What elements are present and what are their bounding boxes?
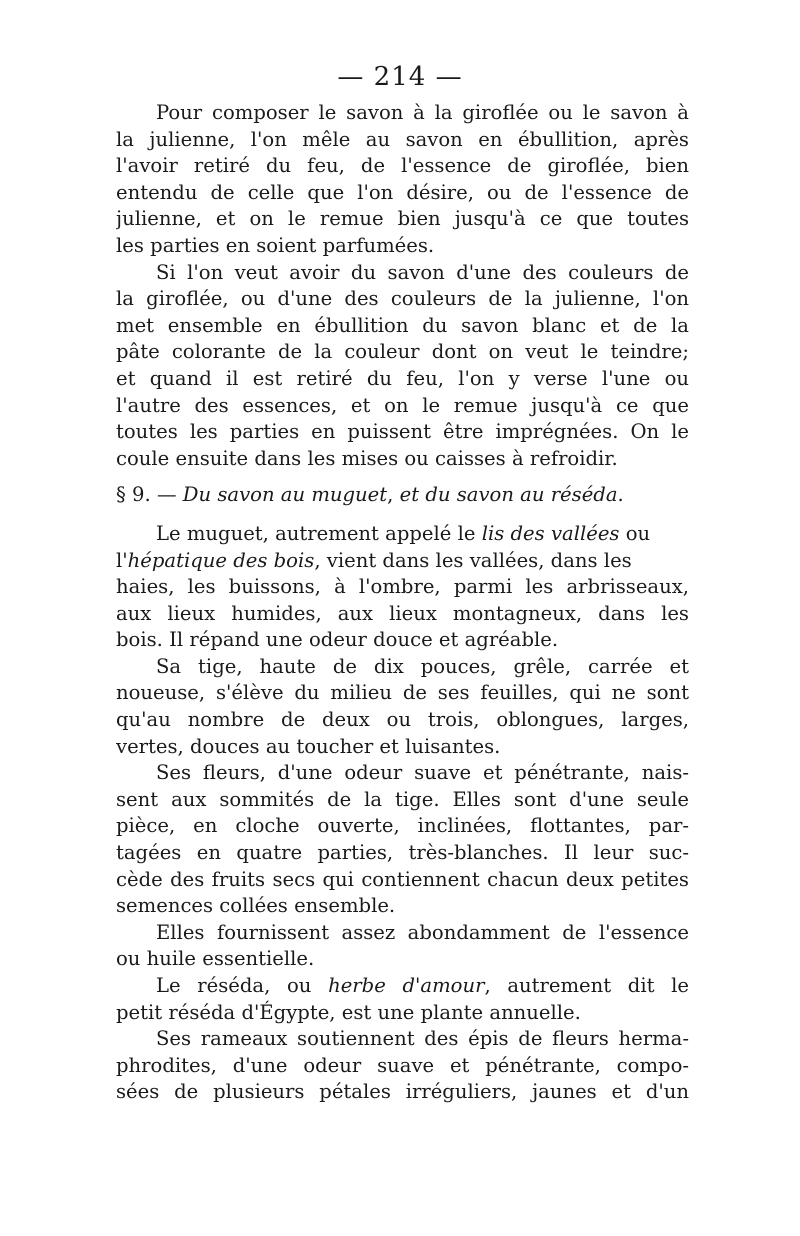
text-line: sent aux sommités de la tige. Elles sont d'une seule bbox=[116, 787, 689, 811]
text-line: met ensemble en ébullition du savon blanc et de la bbox=[116, 313, 689, 337]
text-segment: ou bbox=[619, 521, 651, 545]
text-line: haies, les buissons, à l'ombre, parmi les arbrisseaux, bbox=[116, 575, 689, 599]
text-line: noueuse, s'élève du milieu de ses feuilles, qui ne sont bbox=[116, 681, 689, 705]
text-line bbox=[116, 548, 689, 575]
text-line: Ses fleurs, d'une odeur suave et pénétrante, nais- bbox=[156, 761, 689, 785]
section-title-part1: Du savon au muguet bbox=[182, 483, 388, 507]
text-line: semences collées ensemble. bbox=[116, 894, 396, 918]
section-title-part2: et du savon au réséda. bbox=[399, 483, 624, 507]
text-line: Si l'on veut avoir du savon d'une des couleurs de bbox=[156, 260, 689, 284]
text-line: Pour composer le savon à la giroflée ou le savon à bbox=[156, 101, 689, 124]
text-line: Ses rameaux soutiennent des épis de fleurs herma- bbox=[156, 1027, 689, 1051]
text-segment-italic: lis des vallées bbox=[481, 521, 620, 545]
text-line: petit réséda d'Égypte, est une plante annuelle. bbox=[116, 1000, 581, 1024]
text-line: aux lieux humides, aux lieux montagneux, dans les bbox=[116, 601, 689, 625]
text-segment: Le muguet, autrement appelé le bbox=[156, 521, 482, 545]
text-line: la julienne, l'on mêle au savon en ébullition, après bbox=[116, 127, 689, 151]
text-line: julienne, et on le remue bien jusqu'à ce que toutes bbox=[116, 207, 689, 231]
text-line: qu'au nombre de deux ou trois, oblongues, larges, bbox=[116, 708, 689, 732]
text-line: tagées en quatre parties, très-blanches. Il leur suc- bbox=[116, 841, 689, 865]
text-line: les parties en soient parfumées. bbox=[116, 233, 435, 257]
text-line: Sa tige, haute de dix pouces, grêle, carrée et bbox=[156, 654, 689, 678]
text-line: l'autre des essences, et on le remue jusqu'à ce que bbox=[116, 393, 689, 417]
text-line: pâte colorante de la couleur dont on veut le teindre; bbox=[116, 340, 689, 364]
text-line: bois. Il répand une odeur douce et agréable. bbox=[116, 628, 559, 652]
section-prefix: § 9. — bbox=[116, 483, 183, 507]
text-line: pièce, en cloche ouverte, inclinées, flottantes, par- bbox=[116, 814, 689, 838]
text-segment-italic: hépatique des bois bbox=[127, 548, 315, 572]
text-segment: l' bbox=[116, 548, 128, 572]
body-text bbox=[116, 100, 689, 1106]
text-line: Elles fournissent assez abondamment de l'essence bbox=[156, 920, 689, 944]
text-segment: Le réséda, ou bbox=[156, 974, 329, 997]
text-line: ou huile essentielle. bbox=[116, 947, 315, 971]
section-heading bbox=[116, 482, 689, 509]
text-line: et quand il est retiré du feu, l'on y verse l'une ou bbox=[116, 366, 689, 390]
text-line: vertes, douces au toucher et luisantes. bbox=[116, 734, 501, 758]
text-line bbox=[116, 973, 689, 1000]
text-segment: , autrement dit le bbox=[484, 974, 689, 997]
text-line: l'avoir retiré du feu, de l'essence de giroflée, bien bbox=[116, 154, 689, 178]
text-line: entendu de celle que l'on désire, ou de l'essence de bbox=[116, 180, 689, 204]
text-line: sées de plusieurs pétales irréguliers, jaunes et d'un bbox=[116, 1080, 689, 1104]
text-line: phrodites, d'une odeur suave et pénétrante, compo- bbox=[116, 1053, 689, 1077]
text-line bbox=[116, 521, 689, 548]
text-line: coule ensuite dans les mises ou caisses à refroidir. bbox=[116, 446, 618, 470]
text-segment-italic: herbe d'amour bbox=[328, 974, 485, 997]
section-separator: , bbox=[387, 483, 400, 507]
text-line: cède des fruits secs qui contiennent chacun deux petites bbox=[116, 867, 689, 891]
text-line: la giroflée, ou d'une des couleurs de la julienne, l'on bbox=[116, 287, 689, 311]
text-segment: , vient dans les vallées, dans les bbox=[314, 548, 632, 572]
text-line: toutes les parties en puissent être imprégnées. On le bbox=[116, 420, 689, 444]
page-number: — 214 — bbox=[337, 62, 463, 92]
